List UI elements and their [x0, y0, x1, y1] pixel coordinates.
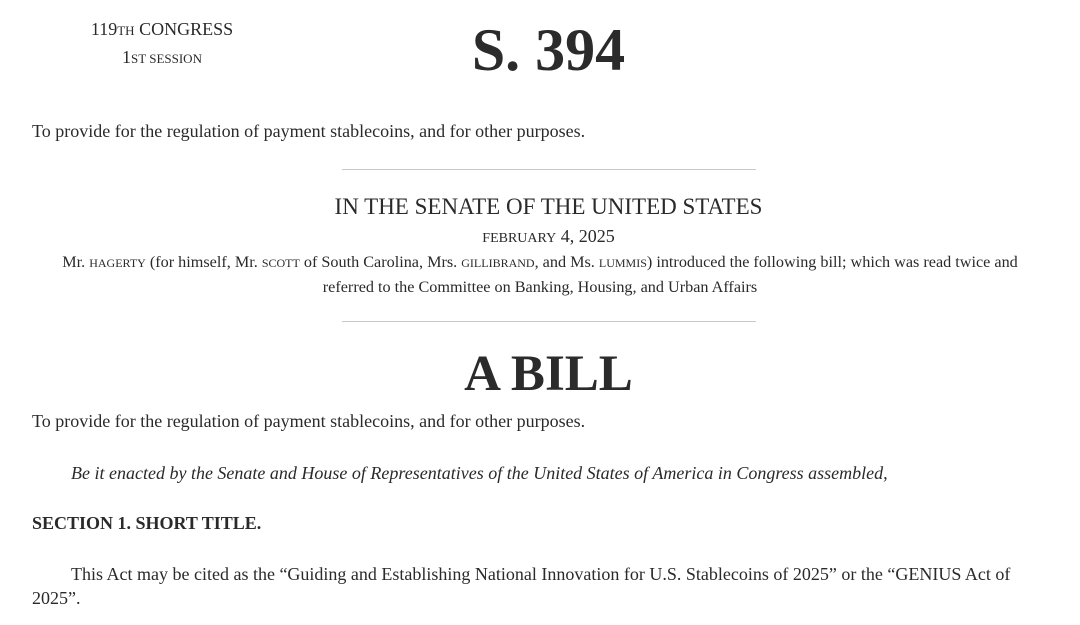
bill-heading: A BILL	[464, 346, 633, 402]
session-number: 1	[122, 47, 132, 67]
date-rest: 4, 2025	[556, 226, 615, 246]
divider-bottom	[342, 321, 756, 322]
intro-text: ) introduced the following bill; which was read twice and	[646, 253, 1018, 271]
date-month: FEBRUARY	[482, 231, 557, 246]
cosponsor-name: GILLIBRAND	[461, 256, 535, 270]
session-suffix: ST	[131, 51, 146, 66]
intro-text: (for himself, Mr.	[145, 253, 262, 271]
congress-suffix: TH	[117, 23, 135, 38]
introduction-statement	[0, 250, 1080, 299]
congress-word: CONGRESS	[134, 19, 234, 39]
introduction-date	[0, 225, 1080, 250]
cosponsor-name: SCOTT	[261, 256, 300, 270]
introduction-line-1	[0, 250, 1080, 275]
purpose-text: To provide for the regulation of payment stablecoins, and for other purposes.	[32, 121, 586, 141]
congress-number: 119	[90, 19, 118, 39]
section-heading: SECTION 1. SHORT TITLE.	[32, 513, 262, 533]
enacting-clause: Be it enacted by the Senate and House of Representatives of the United States of America in Congress assembled,	[71, 463, 888, 483]
intro-text: Mr.	[62, 253, 90, 271]
session-word: SESSION	[145, 51, 202, 66]
cosponsor-name: LUMMIS	[598, 256, 647, 270]
introduction-line-2: referred to the Committee on Banking, Housing, and Urban Affairs	[322, 278, 758, 296]
intro-text: of South Carolina, Mrs.	[299, 253, 462, 271]
chamber-title: IN THE SENATE OF THE UNITED STATES	[334, 194, 763, 219]
intro-text: , and Ms.	[534, 253, 599, 271]
section-text: This Act may be cited as the “Guiding and Establishing National Innovation for U.S. Stablecoins of 2025” or the “GENIUS Act of 2025”.	[32, 564, 1011, 608]
bill-purpose: To provide for the regulation of payment stablecoins, and for other purposes.	[32, 411, 586, 431]
sponsor-name: HAGERTY	[89, 256, 146, 270]
bill-number: S. 394	[471, 17, 626, 83]
divider-top	[342, 169, 756, 170]
